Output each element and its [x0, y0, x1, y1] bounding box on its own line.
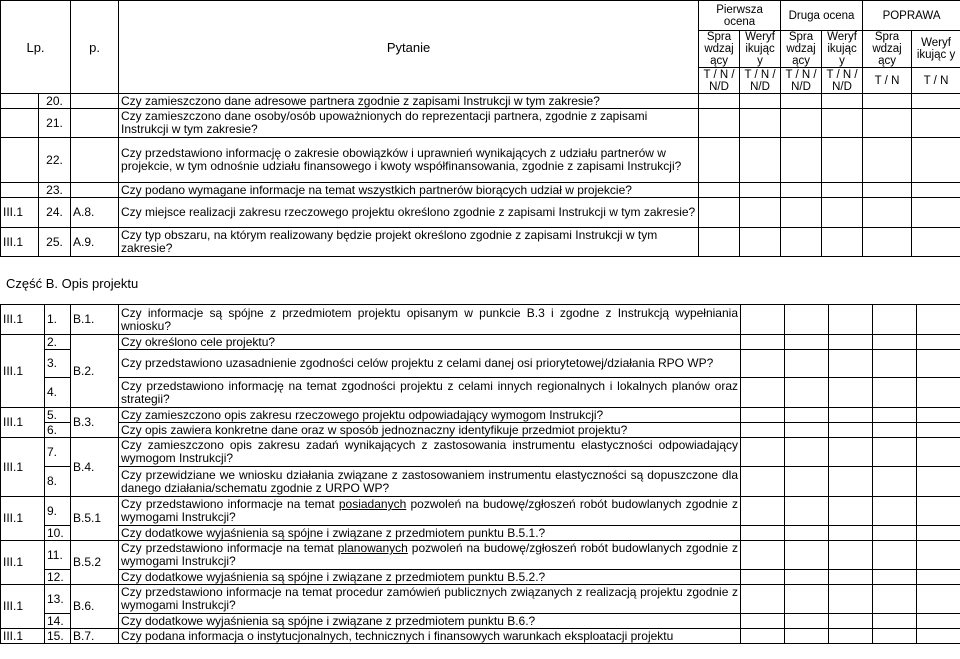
- lp-cell: 6.: [45, 423, 71, 438]
- lp-cell: 23.: [39, 183, 71, 198]
- answer-cell[interactable]: [740, 94, 781, 109]
- answer-cell[interactable]: [741, 305, 785, 335]
- question-cell: Czy przedstawiono informacje na temat posiadanych pozwoleń na budowę/zgłoszeń robót budowlanych zgodnie z wymogami Instrukcji?: [119, 497, 741, 526]
- answer-cell[interactable]: [873, 423, 917, 438]
- answer-cell[interactable]: [912, 228, 960, 257]
- answer-cell[interactable]: [741, 526, 785, 541]
- section-cell: III.1: [1, 305, 45, 335]
- p-cell: B.5.1: [71, 497, 119, 541]
- answer-cell[interactable]: [741, 629, 785, 644]
- lp-cell: 1.: [45, 305, 71, 335]
- lp-cell: 20.: [39, 94, 71, 109]
- tn-1-header: T / N: [863, 68, 912, 94]
- p-cell: A.8.: [71, 198, 119, 228]
- answer-cell[interactable]: [829, 335, 873, 350]
- answer-cell[interactable]: [873, 585, 917, 614]
- answer-cell[interactable]: [917, 305, 960, 335]
- lp-cell: 9.: [45, 497, 71, 526]
- table-row: [1, 408, 960, 423]
- answer-cell[interactable]: [781, 183, 822, 198]
- pytanie-header: Pytanie: [119, 1, 699, 94]
- tn-nd-1-header: T / N / N/D: [699, 68, 740, 94]
- verification-table-part-b: [0, 304, 960, 644]
- answer-cell[interactable]: [829, 423, 873, 438]
- answer-cell[interactable]: [699, 94, 740, 109]
- answer-cell[interactable]: [829, 629, 873, 644]
- section-cell: III.1: [1, 438, 45, 497]
- table-row: [1, 378, 960, 408]
- tn-2-header: T / N: [912, 68, 960, 94]
- table-row: [1, 585, 960, 614]
- sprawdzajacy-1-header: Spra wdzaj ący: [699, 31, 740, 68]
- question-cell: Czy przedstawiono informację o zakresie obowiązków i uprawnień wynikających z udziału partnerów w projekcie, w tym odnośnie udziału finansowego i kwoty współfinansowania, zgodnie z zapisami Instrukcji?: [119, 138, 699, 183]
- lp-cell: 3.: [45, 350, 71, 378]
- lp-cell: 24.: [39, 198, 71, 228]
- lp-cell: 8.: [45, 467, 71, 497]
- answer-cell[interactable]: [741, 408, 785, 423]
- answer-cell[interactable]: [829, 614, 873, 629]
- lp-cell: 10.: [45, 526, 71, 541]
- answer-cell[interactable]: [873, 335, 917, 350]
- question-cell: Czy podano wymagane informacje na temat wszystkich partnerów biorących udział w projekcie?: [119, 183, 699, 198]
- table-row: [1, 94, 960, 109]
- question-cell: Czy przedstawiono informację na temat zgodności projektu z celami innych regionalnych i lokalnych planów oraz strategii?: [119, 378, 741, 408]
- lp-cell: 13.: [45, 585, 71, 614]
- p-cell: B.6.: [71, 585, 119, 629]
- tn-nd-3-header: T / N / N/D: [781, 68, 822, 94]
- answer-cell[interactable]: [863, 198, 912, 228]
- answer-cell[interactable]: [785, 570, 829, 585]
- table-row: [1, 423, 960, 438]
- answer-cell[interactable]: [917, 423, 960, 438]
- answer-cell[interactable]: [829, 350, 873, 378]
- answer-cell[interactable]: [785, 614, 829, 629]
- answer-cell[interactable]: [741, 541, 785, 570]
- table-row: [1, 335, 960, 350]
- answer-cell[interactable]: [741, 585, 785, 614]
- section-cell: III.1: [1, 541, 45, 585]
- p-cell: [71, 183, 119, 198]
- answer-cell[interactable]: [829, 378, 873, 408]
- answer-cell[interactable]: [912, 109, 960, 138]
- answer-cell[interactable]: [741, 438, 785, 467]
- answer-cell[interactable]: [873, 467, 917, 497]
- table-row: [1, 526, 960, 541]
- p-cell: B.5.2: [71, 541, 119, 585]
- answer-cell[interactable]: [781, 228, 822, 257]
- answer-cell[interactable]: [917, 335, 960, 350]
- table-row: [1, 497, 960, 526]
- table-row: [1, 305, 960, 335]
- section-cell: [1, 183, 39, 198]
- answer-cell[interactable]: [863, 138, 912, 183]
- answer-cell[interactable]: [741, 614, 785, 629]
- lp-cell: 5.: [45, 408, 71, 423]
- question-cell: Czy przedstawiono informacje na temat planowanych pozwoleń na budowę/zgłoszeń robót budowlanych zgodnie z wymogami Instrukcji?: [119, 541, 741, 570]
- question-cell: Czy zamieszczono dane osoby/osób upoważnionych do reprezentacji partnera, zgodnie z zapisami Instrukcji w tym zakresie?: [119, 109, 699, 138]
- section-cell: III.1: [1, 585, 45, 629]
- lp-header: Lp.: [1, 1, 71, 94]
- druga-ocena-header: Druga ocena: [781, 1, 863, 31]
- answer-cell[interactable]: [917, 585, 960, 614]
- question-cell: Czy opis zawiera konkretne dane oraz w sposób jednoznaczny identyfikuje przedmiot projektu?: [119, 423, 741, 438]
- question-cell: Czy dodatkowe wyjaśnienia są spójne i związane z przedmiotem punktu B.5.2.?: [119, 570, 741, 585]
- weryfikujacy-2-header: Weryf ikując y: [822, 31, 863, 68]
- section-cell: [1, 138, 39, 183]
- answer-cell[interactable]: [873, 305, 917, 335]
- answer-cell[interactable]: [785, 585, 829, 614]
- answer-cell[interactable]: [781, 138, 822, 183]
- answer-cell[interactable]: [917, 614, 960, 629]
- p-cell: [71, 94, 119, 109]
- tn-nd-4-header: T / N / N/D: [822, 68, 863, 94]
- answer-cell[interactable]: [822, 228, 863, 257]
- lp-cell: 15.: [45, 629, 71, 644]
- answer-cell[interactable]: [873, 614, 917, 629]
- answer-cell[interactable]: [822, 198, 863, 228]
- answer-cell[interactable]: [912, 138, 960, 183]
- answer-cell[interactable]: [699, 138, 740, 183]
- answer-cell[interactable]: [917, 570, 960, 585]
- lp-cell: 4.: [45, 378, 71, 408]
- table-row: [1, 198, 960, 228]
- table-row: [1, 629, 960, 644]
- question-cell: Czy zamieszczono opis zakresu rzeczowego projektu odpowiadający wymogom Instrukcji?: [119, 408, 741, 423]
- answer-cell[interactable]: [829, 541, 873, 570]
- answer-cell[interactable]: [917, 526, 960, 541]
- verification-table-top: [0, 0, 960, 257]
- answer-cell[interactable]: [912, 198, 960, 228]
- answer-cell[interactable]: [829, 497, 873, 526]
- answer-cell[interactable]: [740, 109, 781, 138]
- section-cell: III.1: [1, 198, 39, 228]
- answer-cell[interactable]: [829, 408, 873, 423]
- answer-cell[interactable]: [873, 497, 917, 526]
- answer-cell[interactable]: [822, 138, 863, 183]
- answer-cell[interactable]: [785, 629, 829, 644]
- answer-cell[interactable]: [741, 467, 785, 497]
- answer-cell[interactable]: [781, 198, 822, 228]
- answer-cell[interactable]: [785, 467, 829, 497]
- lp-cell: 2.: [45, 335, 71, 350]
- answer-cell[interactable]: [785, 526, 829, 541]
- answer-cell[interactable]: [917, 438, 960, 467]
- section-cell: III.1: [1, 408, 45, 438]
- answer-cell[interactable]: [781, 94, 822, 109]
- answer-cell[interactable]: [741, 350, 785, 378]
- question-cell: Czy przewidziane we wniosku działania związane z zastosowaniem instrumentu elastyczności są dopuszczone dla danego działania/schematu zgodnie z URPO WP?: [119, 467, 741, 497]
- table-row: [1, 614, 960, 629]
- answer-cell[interactable]: [829, 438, 873, 467]
- section-cell: III.1: [1, 228, 39, 257]
- table-row: [1, 438, 960, 467]
- question-cell: Czy dodatkowe wyjaśnienia są spójne i związane z przedmiotem punktu B.6.?: [119, 614, 741, 629]
- section-cell: III.1: [1, 629, 45, 644]
- table-row: [1, 183, 960, 198]
- table-row: [1, 467, 960, 497]
- answer-cell[interactable]: [741, 335, 785, 350]
- tn-nd-2-header: T / N / N/D: [740, 68, 781, 94]
- answer-cell[interactable]: [912, 183, 960, 198]
- answer-cell[interactable]: [741, 423, 785, 438]
- answer-cell[interactable]: [829, 305, 873, 335]
- table-row: [1, 138, 960, 183]
- answer-cell[interactable]: [822, 94, 863, 109]
- answer-cell[interactable]: [829, 467, 873, 497]
- weryfikujacy-1-header: Weryf ikując y: [740, 31, 781, 68]
- answer-cell[interactable]: [741, 378, 785, 408]
- answer-cell[interactable]: [912, 94, 960, 109]
- table-row: [1, 541, 960, 570]
- p-cell: [71, 109, 119, 138]
- section-cell: [1, 109, 39, 138]
- answer-cell[interactable]: [873, 408, 917, 423]
- question-cell: Czy podana informacja o instytucjonalnych, technicznych i finansowych warunkach eksploatacji projektu: [119, 629, 741, 644]
- table-row: [1, 350, 960, 378]
- answer-cell[interactable]: [785, 423, 829, 438]
- lp-cell: 21.: [39, 109, 71, 138]
- answer-cell[interactable]: [863, 183, 912, 198]
- question-cell: Czy zamieszczono opis zakresu zadań wynikających z zastosowania instrumentu elastyczności odpowiadający wymogom Instrukcji?: [119, 438, 741, 467]
- question-cell: Czy zamieszczono dane adresowe partnera zgodnie z zapisami Instrukcji w tym zakresie?: [119, 94, 699, 109]
- p-header: p.: [71, 1, 119, 94]
- answer-cell[interactable]: [785, 497, 829, 526]
- sprawdzajacy-2-header: Spra wdzaj ący: [781, 31, 822, 68]
- answer-cell[interactable]: [917, 629, 960, 644]
- p-cell: B.4.: [71, 438, 119, 497]
- lp-cell: 25.: [39, 228, 71, 257]
- answer-cell[interactable]: [781, 109, 822, 138]
- answer-cell[interactable]: [699, 228, 740, 257]
- answer-cell[interactable]: [822, 109, 863, 138]
- answer-cell[interactable]: [917, 408, 960, 423]
- table-row: [1, 570, 960, 585]
- p-cell: A.9.: [71, 228, 119, 257]
- answer-cell[interactable]: [785, 438, 829, 467]
- p-cell: B.1.: [71, 305, 119, 335]
- answer-cell[interactable]: [785, 408, 829, 423]
- answer-cell[interactable]: [873, 378, 917, 408]
- answer-cell[interactable]: [740, 228, 781, 257]
- lp-cell: 22.: [39, 138, 71, 183]
- question-cell: Czy określono cele projektu?: [119, 335, 741, 350]
- weryfikujacy-3-header: Weryf ikując y: [912, 31, 960, 68]
- question-cell: Czy dodatkowe wyjaśnienia są spójne i związane z przedmiotem punktu B.5.1.?: [119, 526, 741, 541]
- p-cell: B.7.: [71, 629, 119, 644]
- answer-cell[interactable]: [863, 109, 912, 138]
- answer-cell[interactable]: [917, 350, 960, 378]
- p-cell: B.3.: [71, 408, 119, 438]
- answer-cell[interactable]: [822, 183, 863, 198]
- answer-cell[interactable]: [829, 570, 873, 585]
- answer-cell[interactable]: [863, 94, 912, 109]
- p-cell: B.2.: [71, 335, 119, 408]
- lp-cell: 11.: [45, 541, 71, 570]
- answer-cell[interactable]: [917, 497, 960, 526]
- section-b-caption: Część B. Opis projektu: [6, 276, 139, 291]
- answer-cell[interactable]: [873, 570, 917, 585]
- answer-cell[interactable]: [785, 335, 829, 350]
- answer-cell[interactable]: [785, 305, 829, 335]
- poprawa-header: POPRAWA: [863, 1, 960, 31]
- answer-cell[interactable]: [741, 497, 785, 526]
- answer-cell[interactable]: [740, 198, 781, 228]
- answer-cell[interactable]: [873, 629, 917, 644]
- question-cell: Czy typ obszaru, na którym realizowany będzie projekt określono zgodnie z zapisami Instrukcji w tym zakresie?: [119, 228, 699, 257]
- section-cell: [1, 94, 39, 109]
- answer-cell[interactable]: [829, 526, 873, 541]
- answer-cell[interactable]: [785, 378, 829, 408]
- p-cell: [71, 138, 119, 183]
- question-cell: Czy przedstawiono uzasadnienie zgodności celów projektu z celami danej osi priorytetowej/działania RPO WP?: [119, 350, 741, 378]
- answer-cell[interactable]: [873, 526, 917, 541]
- answer-cell[interactable]: [785, 350, 829, 378]
- question-cell: Czy przedstawiono informacje na temat procedur zamówień publicznych związanych z realizacją projektu zgodnie z wymogami Instrukcji?: [119, 585, 741, 614]
- table-row: [1, 228, 960, 257]
- table-row: [1, 109, 960, 138]
- lp-cell: 12.: [45, 570, 71, 585]
- question-cell: Czy miejsce realizacji zakresu rzeczowego projektu określono zgodnie z zapisami Instrukcji w tym zakresie?: [119, 198, 699, 228]
- answer-cell[interactable]: [873, 350, 917, 378]
- answer-cell[interactable]: [740, 183, 781, 198]
- lp-cell: 7.: [45, 438, 71, 467]
- answer-cell[interactable]: [873, 438, 917, 467]
- answer-cell[interactable]: [863, 228, 912, 257]
- answer-cell[interactable]: [741, 570, 785, 585]
- answer-cell[interactable]: [699, 198, 740, 228]
- answer-cell[interactable]: [917, 467, 960, 497]
- answer-cell[interactable]: [829, 585, 873, 614]
- answer-cell[interactable]: [699, 109, 740, 138]
- answer-cell[interactable]: [785, 541, 829, 570]
- question-cell: Czy informacje są spójne z przedmiotem projektu opisanym w punkcie B.3 i zgodne z Instrukcją wypełniania wniosku?: [119, 305, 741, 335]
- answer-cell[interactable]: [873, 541, 917, 570]
- pierwsza-ocena-header: Pierwsza ocena: [699, 1, 781, 31]
- section-cell: III.1: [1, 335, 45, 408]
- lp-cell: 14.: [45, 614, 71, 629]
- answer-cell[interactable]: [917, 541, 960, 570]
- sprawdzajacy-3-header: Spra wdzaj ący: [863, 31, 912, 68]
- answer-cell[interactable]: [917, 378, 960, 408]
- answer-cell[interactable]: [699, 183, 740, 198]
- answer-cell[interactable]: [740, 138, 781, 183]
- section-cell: III.1: [1, 497, 45, 541]
